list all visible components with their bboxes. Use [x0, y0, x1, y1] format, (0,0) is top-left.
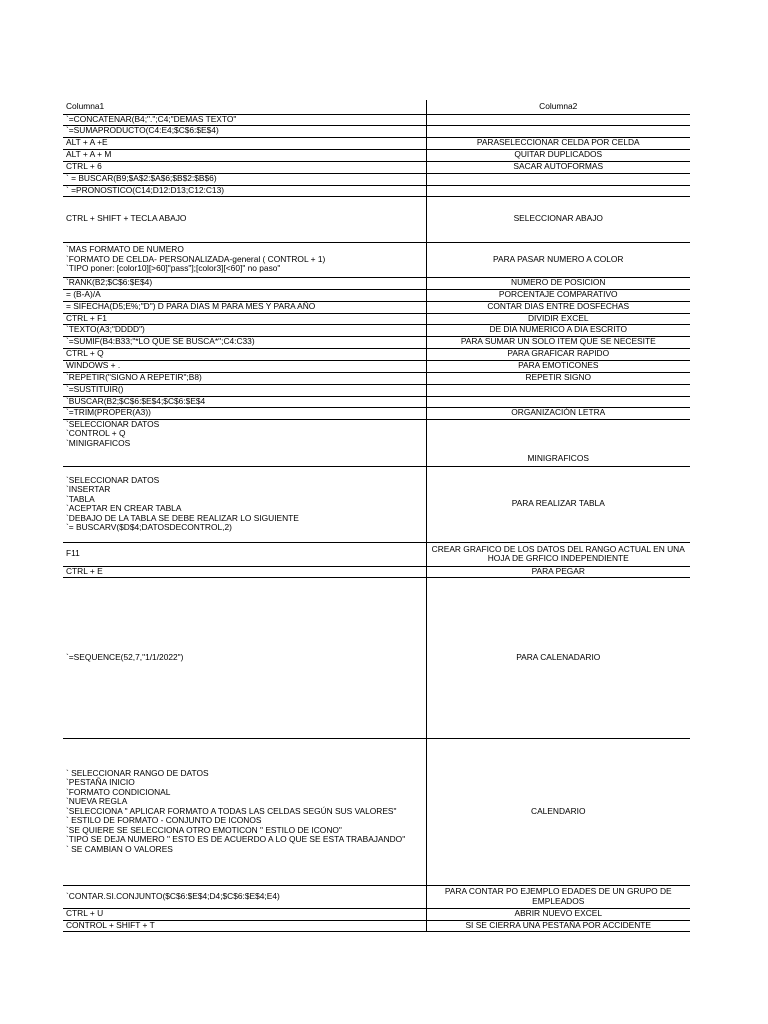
- cell-columna2: PARA SUMAR UN SOLO ITEM QUE SE NECESITE: [426, 336, 690, 348]
- cell-columna2: PARASELECCIONAR CELDA POR CELDA: [426, 137, 690, 149]
- cell-line: `MINIGRAFICOS: [66, 437, 131, 448]
- cell-line: `NUEVA REGLA: [66, 796, 128, 807]
- cell-line: `SELECCIONA " APLICAR FORMATO A TODAS LAS CELDAS SEGÚN SUS VALORES": [66, 805, 397, 816]
- cell-line: = SIFECHA(D5;E%;"D") D PARA DIAS M PARA MES Y PARA AÑO: [66, 301, 316, 312]
- cell-columna1: [63, 407, 426, 419]
- cell-columna2: PORCENTAJE COMPARATIVO: [426, 289, 690, 301]
- cell-columna1: [63, 149, 426, 161]
- cell-columna2: SELECCIONAR ABAJO: [426, 196, 690, 242]
- cell-line: ` =PRONOSTICO(C14;D12:D13;C12:C13): [66, 185, 225, 195]
- cell-columna2: [426, 125, 690, 137]
- table-row: [63, 125, 690, 137]
- cell-columna2: REPETIR SIGNO: [426, 372, 690, 384]
- cell-columna2: SACAR AUTOFORMAS: [426, 161, 690, 173]
- table-row: [63, 566, 690, 577]
- cell-columna1: [63, 360, 426, 372]
- cell-line: `=SEQUENCE(52,7,"1/1/2022"): [66, 651, 184, 662]
- table-row: [63, 324, 690, 336]
- cell-columna1: [63, 419, 426, 466]
- cell-line: `=TRIM(PROPER(A3)): [66, 407, 151, 418]
- cell-line: `BUSCAR(B2;$C$6:$E$4;$C$6:$E$4: [66, 396, 206, 406]
- cell-line: ALT + A +E: [66, 137, 108, 148]
- cell-columna2: NUMERO DE POSICION: [426, 277, 690, 289]
- table-row: [63, 137, 690, 149]
- cell-line: `TIPO SE DEJA NUMERO " ESTO ES DE ACUERDO A LO QUE SE ESTA TRABAJANDO": [66, 834, 406, 845]
- table-row: [63, 277, 690, 289]
- cell-line: `SELECCIONAR DATOS: [66, 474, 160, 485]
- cell-line: `FORMATO DE CELDA- PERSONALIZADA-general ( CONTROL + 1): [66, 253, 326, 264]
- cell-columna2: CALENDARIO: [426, 738, 690, 885]
- cell-line: CTRL + SHIFT + TECLA ABAJO: [66, 213, 187, 224]
- table-row: [63, 196, 690, 242]
- cell-columna1: [63, 885, 426, 908]
- cell-line: `TABLA: [66, 493, 95, 504]
- cell-columna1: [63, 125, 426, 137]
- cell-line: ` ESTILO DE FORMATO - CONJUNTO DE ICONOS: [66, 815, 262, 826]
- cell-columna2: [426, 396, 690, 407]
- cell-columna2: PARA PASAR NUMERO A COLOR: [426, 242, 690, 277]
- table-row: [63, 396, 690, 407]
- cell-columna2: [426, 114, 690, 125]
- cell-columna2: ORGANIZACIÓN LETRA: [426, 407, 690, 419]
- table-row: [63, 577, 690, 738]
- cell-line: `= BUSCARV($D$4;DATOSDECONTROL,2): [66, 522, 232, 532]
- cell-line: `TIPO poner: [color10][>60]"pass"];[color3][<60]" no paso": [66, 263, 281, 274]
- table-row: [63, 336, 690, 348]
- cell-columna1: [63, 313, 426, 324]
- cell-line: CONTROL + SHIFT + T: [66, 920, 155, 930]
- cell-columna1: [63, 242, 426, 277]
- table-row: [63, 542, 690, 566]
- cell-columna1: [63, 336, 426, 348]
- cell-line: `RANK(B2;$C$6:$E$4): [66, 277, 153, 288]
- table-row: [63, 242, 690, 277]
- cell-columna1: [63, 396, 426, 407]
- cell-columna2: QUITAR DUPLICADOS: [426, 149, 690, 161]
- cell-columna2: PARA CONTAR PO EJEMPLO EDADES DE UN GRUPO DE EMPLEADOS: [426, 885, 690, 908]
- cell-line: CTRL + 6: [66, 161, 102, 172]
- table-row: [63, 173, 690, 185]
- table-row: [63, 407, 690, 419]
- cell-columna1: [63, 920, 426, 931]
- cell-line: `DEBAJO DE LA TABLA SE DEBE REALIZAR LO SIGUIENTE: [66, 512, 299, 523]
- cell-columna1: [63, 577, 426, 738]
- table-row: [63, 301, 690, 313]
- cell-columna2: PARA PEGAR: [426, 566, 690, 577]
- cell-columna2: [426, 185, 690, 196]
- cell-line: `INSERTAR: [66, 484, 111, 494]
- cell-line: `=SUMIF(B4:B33;"*LO QUE SE BUSCA*";C4:C33): [66, 336, 255, 347]
- cell-line: CTRL + Q: [66, 348, 104, 359]
- column-header-2: Columna2: [426, 100, 690, 114]
- table-row: [63, 185, 690, 196]
- table-body: [63, 100, 690, 931]
- cell-columna1: [63, 277, 426, 289]
- cell-columna1: [63, 542, 426, 566]
- table-row: [63, 738, 690, 885]
- cell-columna1: [63, 301, 426, 313]
- cell-columna1: [63, 466, 426, 542]
- cell-columna2: [426, 173, 690, 185]
- table-row: [63, 419, 690, 466]
- cell-line: `ACEPTAR EN CREAR TABLA: [66, 503, 182, 513]
- cell-line: ALT + A + M: [66, 149, 112, 160]
- cell-columna1: [63, 384, 426, 396]
- cell-columna1: [63, 348, 426, 360]
- cell-line: F11: [66, 548, 80, 559]
- cell-line: ` SELECCIONAR RANGO DE DATOS: [66, 767, 209, 778]
- cell-columna1: [63, 566, 426, 577]
- cell-line: = (B-A)/A: [66, 289, 101, 300]
- cell-columna2: [426, 384, 690, 396]
- cell-line: `=SUSTITUIR(): [66, 384, 124, 395]
- cell-line: `=SUMAPRODUCTO(C4:E4;$C$6:$E$4): [66, 125, 219, 136]
- cell-columna1: [63, 289, 426, 301]
- cell-line: `=CONCATENAR(B4;".";C4;"DEMAS TEXTO": [66, 114, 237, 124]
- cell-columna2: CONTAR DIAS ENTRE DOSFECHAS: [426, 301, 690, 313]
- cell-line: `FORMATO CONDICIONAL: [66, 786, 171, 797]
- cell-columna1: [63, 173, 426, 185]
- cell-columna1: [63, 196, 426, 242]
- cell-columna1: [63, 137, 426, 149]
- cell-columna1: [63, 185, 426, 196]
- table-row: [63, 384, 690, 396]
- table-row: [63, 885, 690, 908]
- cell-line: ` = BUSCAR(B9;$A$2:$A$6;$B$2:$B$6): [66, 173, 217, 184]
- cell-columna1: [63, 324, 426, 336]
- table-row: [63, 149, 690, 161]
- table-row: [63, 289, 690, 301]
- cell-line: ` SE CAMBIAN O VALORES: [66, 843, 173, 854]
- table-row: [63, 466, 690, 542]
- cell-line: `PESTAÑA INICIO: [66, 777, 135, 788]
- cell-line: `REPETIR("SIGNO A REPETIR";B8): [66, 372, 202, 383]
- cell-line: `TEXTO(A3;"DDDD"): [66, 324, 145, 335]
- cell-columna1: [63, 114, 426, 125]
- cell-columna2: SI SE CIERRA UNA PESTAÑA POR ACCIDENTE: [426, 920, 690, 931]
- cell-line: CTRL + E: [66, 566, 103, 576]
- table-row: [63, 161, 690, 173]
- cell-columna1: [63, 372, 426, 384]
- table-row: [63, 313, 690, 324]
- cell-line: WINDOWS + .: [66, 360, 121, 371]
- cell-line: CTRL + U: [66, 908, 104, 919]
- cell-columna2: PARA REALIZAR TABLA: [426, 466, 690, 542]
- table-row: [63, 114, 690, 125]
- table-row: [63, 360, 690, 372]
- cell-columna2: CREAR GRAFICO DE LOS DATOS DEL RANGO ACTUAL EN UNA HOJA DE GRFICO INDEPENDIENTE: [426, 542, 690, 566]
- cell-columna2: DE DIA NUMERICO A DIA ESCRITO: [426, 324, 690, 336]
- cell-columna2: ABRIR NUEVO EXCEL: [426, 908, 690, 920]
- cell-columna2: PARA GRAFICAR RAPIDO: [426, 348, 690, 360]
- cell-line: `MAS FORMATO DE NUMERO: [66, 244, 184, 255]
- shortcut-table: [63, 100, 690, 932]
- cell-columna2: PARA EMOTICONES: [426, 360, 690, 372]
- table-row: [63, 348, 690, 360]
- cell-line: `SE QUIERE SE SELECCIONA OTRO EMOTICON " ESTILO DE ICONO": [66, 824, 342, 835]
- cell-line: `SELECCIONAR DATOS: [66, 419, 160, 429]
- cell-columna1: [63, 908, 426, 920]
- cell-columna2: DIVIDIR EXCEL: [426, 313, 690, 324]
- cell-line: `CONTROL + Q: [66, 428, 126, 438]
- table-row: [63, 920, 690, 931]
- cell-columna2: MINIGRAFICOS: [426, 419, 690, 466]
- cell-line: `CONTAR.SI.CONJUNTO($C$6:$E$4;D4;$C$6:$E$4;E4): [66, 890, 280, 901]
- cell-line: CTRL + F1: [66, 313, 107, 323]
- cell-columna1: [63, 738, 426, 885]
- header-row: [63, 100, 690, 114]
- table-row: [63, 372, 690, 384]
- cell-columna2: PARA CALENADARIO: [426, 577, 690, 738]
- column-header-1: Columna1: [63, 100, 426, 114]
- table-row: [63, 908, 690, 920]
- cell-columna1: [63, 161, 426, 173]
